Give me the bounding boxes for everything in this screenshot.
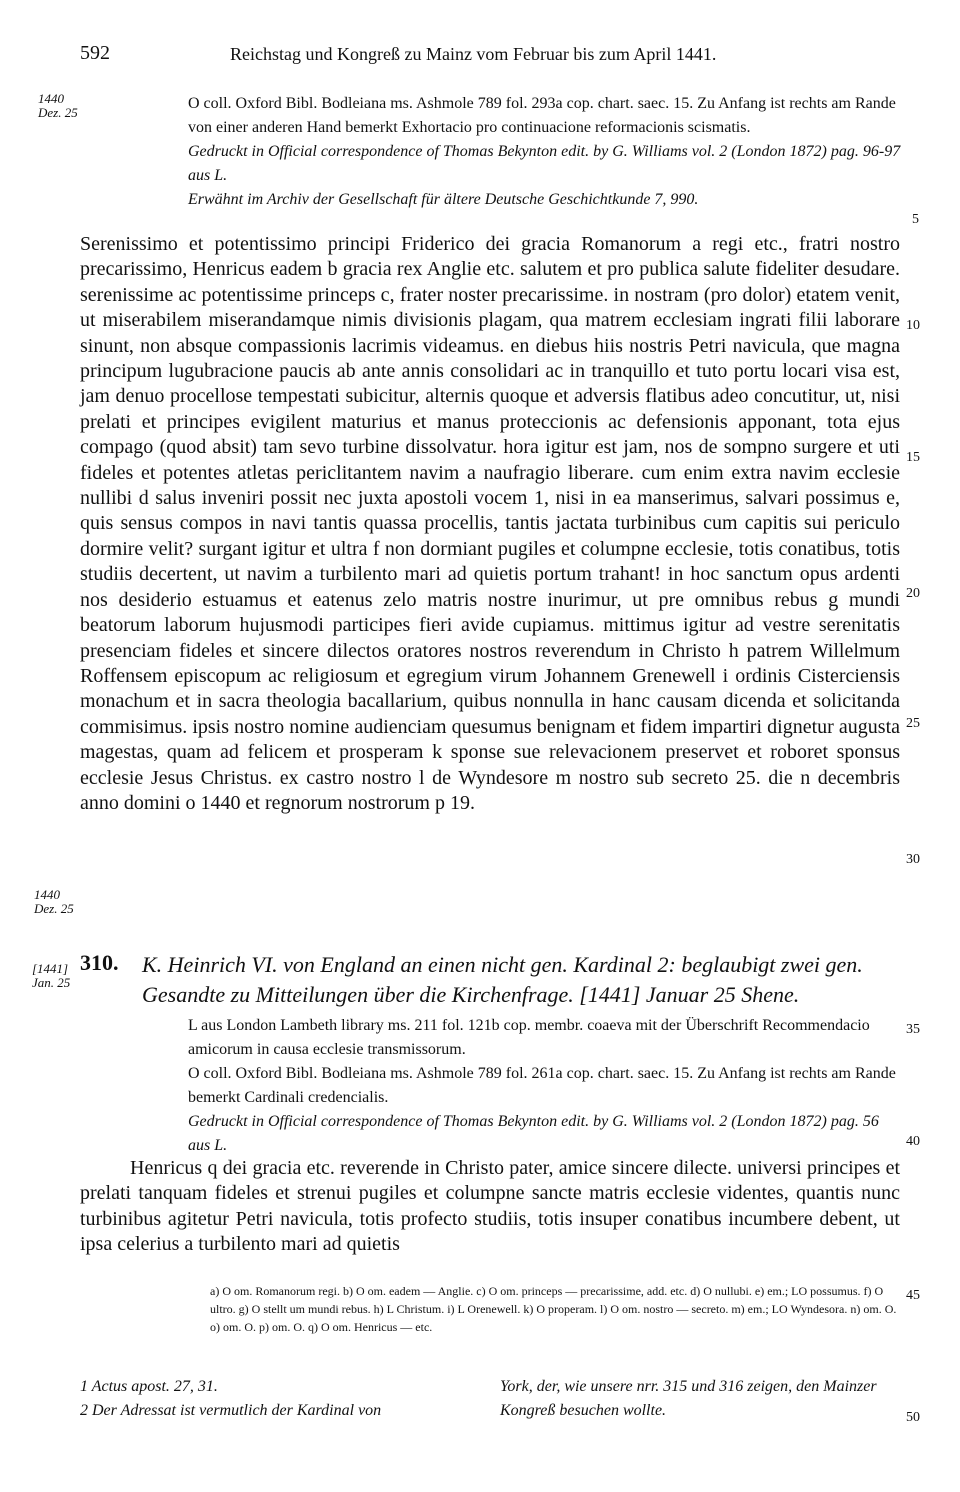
source-description-1	[188, 92, 902, 212]
notes-right-column	[500, 1375, 900, 1423]
page-number: 592	[80, 42, 110, 64]
running-title: Reichstag und Kongreß zu Mainz vom Februar bis zum April 1441.	[230, 44, 717, 64]
notes-left-column	[80, 1375, 480, 1423]
line-number-40: 40	[906, 1134, 920, 1149]
margin-date-2: 1440 Dez. 25	[34, 887, 74, 916]
line-number-5: 5	[912, 212, 919, 227]
source-ms-o: O coll. Oxford Bibl. Bodleiana ms. Ashmole 789 fol. 293a cop. chart. saec. 15. Zu Anfang ist rechts am Rande von einer anderen Hand bemerkt Exhortacio pro continuacione reformacionis scismatis.	[188, 95, 896, 136]
note-2: 2 Der Adressat ist vermutlich der Kardinal von	[80, 1402, 382, 1419]
line-number-50: 50	[906, 1410, 920, 1425]
line-number-35: 35	[906, 1022, 920, 1037]
critical-apparatus: a) O om. Romanorum regi. b) O om. eadem — Anglie. c) O om. princeps — precarissime, add. etc. d) O nullubi. e) em.; LO possumus. f) O ultro. g) O stellt um mundi rebus. h) L Christum. i) L Orenewell. k) O properam. l) O om. nostro — secreto. m) em.; LO Wyndesora. n) om. O. o) om. O. p) om. O. q) O om. Henricus — etc.	[210, 1284, 897, 1334]
line-number-20: 20	[906, 586, 920, 601]
letter-paragraph: Henricus q dei gracia etc. reverende in Christo pater, amice sincere dilecte. universi principes et prelati tanquam fideles et strenui pugiles et columpne sancte matris ecclesie videntes, quantis nunc turbinibus agitetur Petri navicula, totis profecto studiis, totis insuper conatibus incumbere debent, ut ipsa celerius a turbilento mari ad quietis	[80, 1157, 900, 1256]
letter-text-309	[80, 232, 900, 816]
line-number-25: 25	[906, 716, 920, 731]
letter-paragraph: Serenissimo et potentissimo principi Friderico dei gracia Romanorum a regi etc., fratri nostro precarissimo, Henricus eadem b gracia rex Anglie etc. salutem et pro publica salute fideliter desudare. serenissime ac potentissime princeps c, frater noster precarissime. in nostram (pro dolor) etatem venit, ut miserabilem miserandamque nimis divisionis plagam, qua matrem ecclesiam ingrati filii laborare sinunt, non absque compassionis lacrimis videamus. en diebus hiis nostris Petri navicula, que magna principum lugubracione paucis ab ante annis consolidari ac in tranquillo et tuto portu locari visa est, jam denuo procellose tempestati subicitur, alternis quoque et adversis flatibus adeo concutitur, ut, nisi prelati et principes evigilent maturius et manus proteccionis ac defensionis apponant, tota ejus compago (quod absit) tam sevo turbine dissolvatur. hora igitur est jam, nos de sompno surgere et uti fideles et potentes atletas periclitantem navim a naufragio liberare. cum enim extra navim ecclesie nullibi d salus inveniri possit nec juxta apostoli vocem 1, nisi in ea manserimus, salvari possimus e, quis sensus compos in navi tantis quassa procellis, tantis jactata turbinibus cum capitis sui periculo dormire velit? surgant igitur et ultra f non dormiant pugiles et columpne ecclesie, totis conatibus, totis studiis decertent, ut navim a turbilento mari ad quietis portum trahant! in hoc sanctum opus ardenti nos desiderio estuamus et eatenus zelo matris nostre inurimur, ut pre omnibus rebus g mundi beatorum laborum hujusmodi participes fieri avide cupiamus. mittimus igitur ad vestre serenitatis presenciam fideles et sincere dilectos oratores nostros reverendum in Christo h patrem Willelmum Roffensem episcopum ac religiosum et egregium virum Johannem Grenewell i ordinis Cisterciensis monachum et in sacra theologia bacallarium, quibus nonnulla in hanc causam dicenda et solicitanda commisimus. ipsis nostro nomine audienciam quesumus benignam et fidem impartiri dignetur augusta magestas, quam ad felicem et prosperam k sponse sue relevacionem preservet et roboret sponsus ecclesie Jesus Christus. ex castro nostro l de Wyndesore m nostro sub secreto 25. die n decembris anno domini o 1440 et regnorum nostrorum p 19.	[80, 233, 900, 814]
entry-number: 310.	[80, 950, 119, 975]
source-printed: Gedruckt in Official correspondence of Thomas Bekynton edit. by G. Williams vol. 2 (London 1872) pag. 96-97 aus L.	[188, 143, 901, 184]
note-1: 1 Actus apost. 27, 31.	[80, 1378, 218, 1395]
source-printed: Gedruckt in Official correspondence of Thomas Bekynton edit. by G. Williams vol. 2 (London 1872) pag. 56 aus L.	[188, 1113, 879, 1154]
line-number-10: 10	[906, 318, 920, 333]
note-2-continued: York, der, wie unsere nrr. 315 und 316 zeigen, den Mainzer Kongreß besuchen wollte.	[500, 1378, 877, 1419]
page-header	[0, 42, 960, 72]
line-number-15: 15	[906, 450, 920, 465]
line-number-30: 30	[906, 852, 920, 867]
line-number-45: 45	[906, 1288, 920, 1303]
entry-title: K. Heinrich VI. von England an einen nicht gen. Kardinal 2: beglaubigt zwei gen. Gesandte zu Mitteilungen über die Kirchenfrage. [1441] Januar 25 Shene.	[142, 952, 863, 1007]
source-ms-o: O coll. Oxford Bibl. Bodleiana ms. Ashmole 789 fol. 261a cop. chart. saec. 15. Zu Anfang ist rechts am Rande bemerkt Cardinali credencialis.	[188, 1065, 896, 1106]
letter-text-310	[80, 1156, 900, 1258]
margin-date-3: [1441] Jan. 25	[32, 961, 71, 990]
source-description-2	[188, 1014, 902, 1158]
margin-date-1: 1440 Dez. 25	[38, 91, 78, 120]
source-ms-l: L aus London Lambeth library ms. 211 fol. 121b cop. membr. coaeva mit der Überschrift Recommendacio amicorum in causa ecclesie transmissorum.	[188, 1017, 870, 1058]
source-mentioned: Erwähnt im Archiv der Gesellschaft für ältere Deutsche Geschichtkunde 7, 990.	[188, 191, 699, 208]
